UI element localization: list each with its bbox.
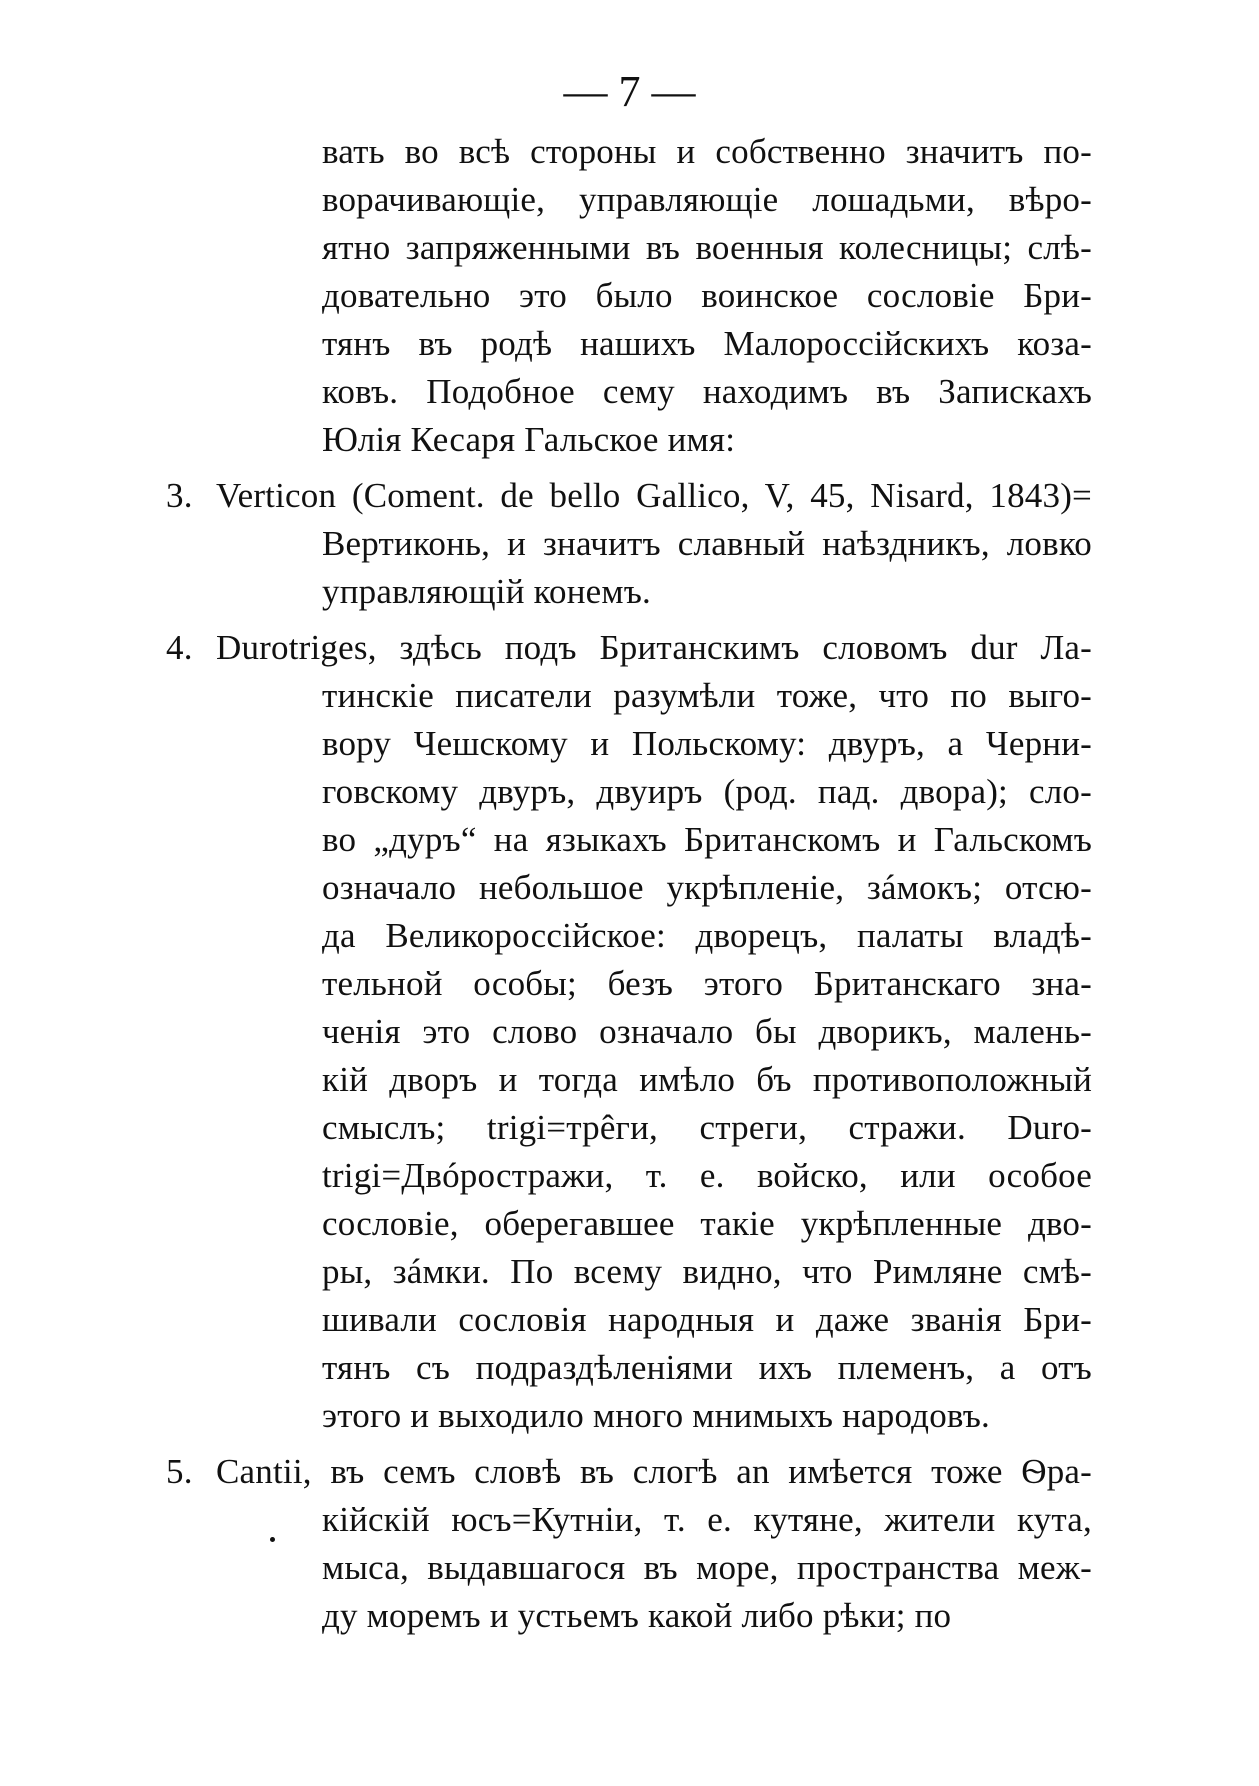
item-number: 5.	[166, 1452, 193, 1491]
item-number: 4.	[166, 628, 193, 667]
ink-speck	[270, 1537, 275, 1542]
text-line: ятно запряженными въ военныя колесницы; слѣ-	[322, 228, 1092, 267]
text-line: сословіе, оберегавшее такіе укрѣпленные дво-	[322, 1204, 1092, 1243]
text-line: тянъ съ подраздѣленіями ихъ племенъ, а отъ	[322, 1348, 1092, 1387]
text-line: тельной особы; безъ этого Британскаго зна-	[322, 964, 1092, 1003]
text-line: мыса, выдавшагося въ море, пространства меж-	[322, 1548, 1092, 1587]
item-head-line: Durotriges, здѣсь подъ Британскимъ словомъ dur Ла-	[216, 628, 1092, 667]
text-line: ворачивающіе, управляющіе лошадьми, вѣро-	[322, 180, 1092, 219]
text-line: Вертиконь, и значитъ славный наѣздникъ, ловко	[322, 524, 1092, 563]
text-line: trigi=Двóростражи, т. е. войско, или особое	[322, 1156, 1092, 1195]
text-line: вать во всѣ стороны и собственно значитъ по-	[322, 132, 1092, 171]
item-head-line: Verticon (Coment. de bello Gallico, V, 45, Nisard, 1843)=	[216, 476, 1092, 515]
text-line: ду моремъ и устьемъ какой либо рѣки; по	[322, 1596, 952, 1635]
text-line: да Великороссійское: дворецъ, палаты владѣ-	[322, 916, 1092, 955]
text-line: вору Чешскому и Польскому: двуръ, а Черни-	[322, 724, 1092, 763]
page-number: — 7 —	[563, 67, 696, 116]
item-number: 3.	[166, 476, 193, 515]
text-line: ченія это слово означало бы дворикъ, малень-	[322, 1012, 1092, 1051]
text-line: ковъ. Подобное сему находимъ въ Запискахъ	[322, 372, 1092, 411]
text-line: довательно это было воинское сословіе Бри-	[322, 276, 1092, 315]
text-line: означало небольшое укрѣпленіе, зáмокъ; отсю-	[322, 868, 1092, 907]
text-line: ры, зáмки. По всему видно, что Римляне смѣ-	[322, 1252, 1092, 1291]
text-line: шивали сословія народныя и даже званія Бри-	[322, 1300, 1092, 1339]
text-line: тинскіе писатели разумѣли тоже, что по выго-	[322, 676, 1092, 715]
text-line: управляющій конемъ.	[322, 572, 651, 611]
text-line: кійскій юсъ=Кутніи, т. е. кутяне, жители кута,	[322, 1500, 1092, 1539]
text-line: смыслъ; trigi=трêги, стреги, стражи. Duro-	[322, 1108, 1092, 1147]
text-line: этого и выходило много мнимыхъ народовъ.	[322, 1396, 990, 1435]
text-line: во „дуръ“ на языкахъ Британскомъ и Гальскомъ	[322, 820, 1092, 859]
text-line: Юлія Кесаря Гальское имя:	[322, 420, 736, 459]
text-line: тянъ въ родѣ нашихъ Малороссійскихъ коза-	[322, 324, 1092, 363]
text-line: говскому двуръ, двуиръ (род. пад. двора); сло-	[322, 772, 1092, 811]
text-line: кій дворъ и тогда имѣло бъ противоположный	[322, 1060, 1092, 1099]
item-head-line: Cantii, въ семъ словѣ въ слогѣ an имѣется тоже Ѳра-	[216, 1452, 1092, 1491]
